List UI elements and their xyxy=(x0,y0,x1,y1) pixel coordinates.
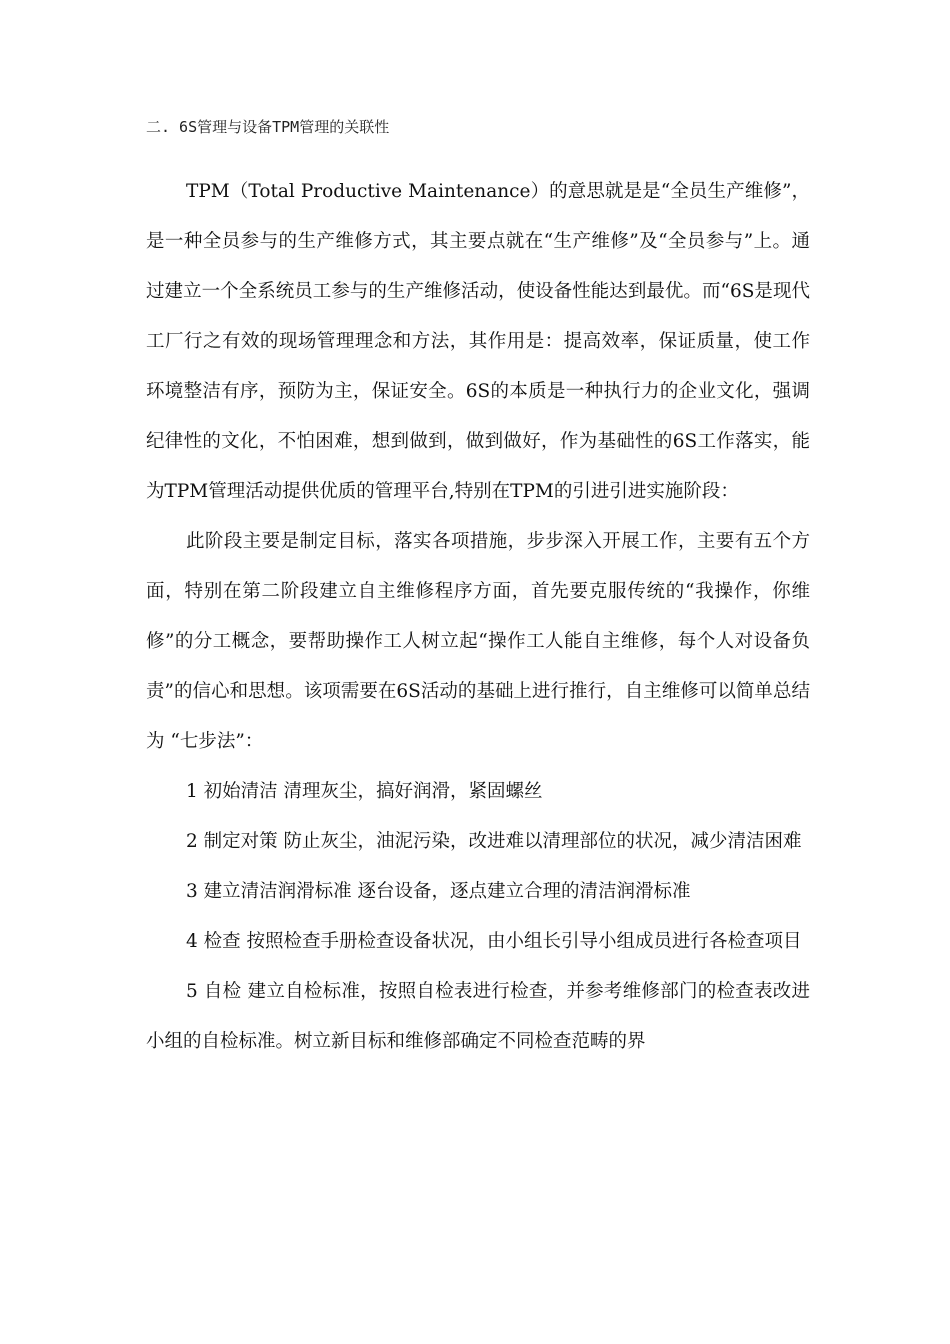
body-text xyxy=(146,167,810,1067)
paragraph-stage-overview: 此阶段主要是制定目标，落实各项措施，步步深入开展工作，主要有五个方面，特别在第二阶段建立自主维修程序方面，首先要克服传统的“我操作，你维修”的分工概念，要帮助操作工人树立起“操作工人能自主维修，每个人对设备负责”的信心和思想。该项需要在6S活动的基础上进行推行，自主维修可以简单总结为 “七步法”： xyxy=(146,531,810,752)
step-2-countermeasures: 2 制定对策 防止灰尘，油泥污染，改进难以清理部位的状况，减少清洁困难 xyxy=(186,831,802,852)
step-3-cleaning-standards: 3 建立清洁润滑标准 逐台设备，逐点建立合理的清洁润滑标准 xyxy=(186,881,691,902)
step-1-initial-cleaning: 1 初始清洁 清理灰尘，搞好润滑，紧固螺丝 xyxy=(186,781,543,802)
step-4-inspection: 4 检查 按照检查手册检查设备状况，由小组长引导小组成员进行各检查项目 xyxy=(186,931,802,952)
paragraph-tpm-definition: TPM（Total Productive Maintenance）的意思就是是“全员生产维修”，是一种全员参与的生产维修方式，其主要点就在“生产维修”及“全员参与”上。通过建立一个全系统员工参与的生产维修活动，使设备性能达到最优。而“6S是现代工厂行之有效的现场管理理念和方法，其作用是：提高效率，保证质量，使工作环境整洁有序，预防为主，保证安全。6S的本质是一种执行力的企业文化，强调纪律性的文化，不怕困难，想到做到，做到做好，作为基础性的6S工作落实，能为TPM管理活动提供优质的管理平台,特别在TPM的引进引进实施阶段： xyxy=(146,181,810,502)
section-heading: 二. 6S管理与设备TPM管理的关联性 xyxy=(146,118,390,136)
step-5-self-inspection: 5 自检 建立自检标准，按照自检表进行检查，并参考维修部门的检查表改进小组的自检标准。树立新目标和维修部确定不同检查范畴的界 xyxy=(146,981,810,1052)
